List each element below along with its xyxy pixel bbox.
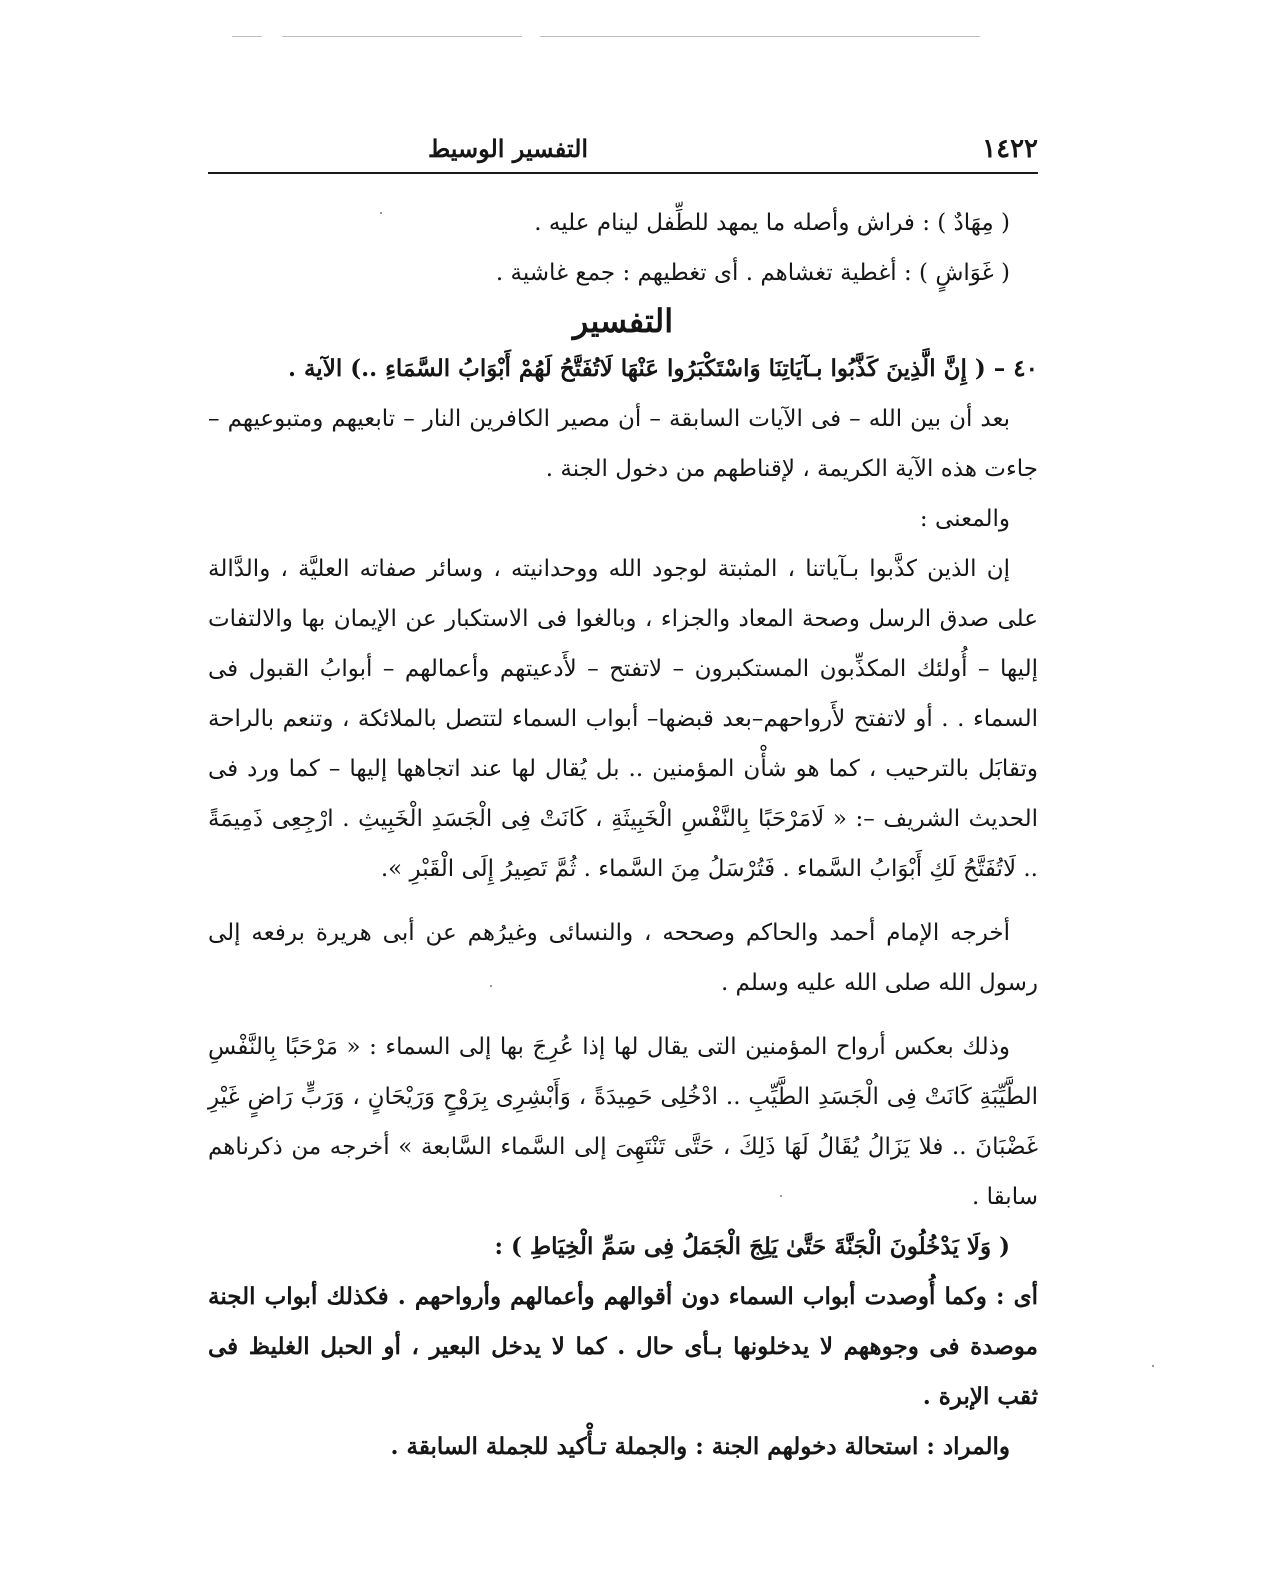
explanation-paragraph: أى : وكما أُوصدت أبواب السماء دون أقوالهم وأعمالهم وأرواحهم . فكذلك أبواب الجنة موصدة فى وجوههم لا يدخلونها بـأى حال . كما لا يدخل البعير ، أو الحبل الغليظ فى ثقب الإبرة . — [208, 1283, 1038, 1410]
meaning-paragraph: إن الذين كذَّبوا بـآياتنا ، المثبتة لوجود الله ووحدانيته ، وسائر صفاته العليَّة ، والدَّالة على صدق الرسل وصحة المعاد والجزاء ، وبالغوا فى الاستكبار عن الإيمان بها والالتفات إليها – أُولئك المكذِّبون المستكبرون – لاتفتح – لأَدعيتهم وأعمالهم – أبوابُ القبول فى السماء . . أو لاتفتح لأَرواحهم–بعد قبضها– أبواب السماء لتتصل بالملائكة ، وتنعم بالراحة وتقابَل بالترحيب ، كما هو شأْن المؤمنين .. بل يُقال لها عند اتجاهها إليها – كما ورد فى الحديث الشريف –: « لَامَرْحَبًا بِالنَّفْسِ الْخَبِيثَةِ ، كَانَتْ فِى الْجَسَدِ الْخَبِيثِ . ارْجِعِى ذَمِيمَةً .. لَاتُفَتَّحُ لَكِ أَبْوَابُ السَّماء . فَتُرْسَلُ مِنَ السَّماء . ثُمَّ تَصِيرُ إِلَى الْقَبْرِ ». — [208, 556, 1038, 882]
verse-camel: ( وَلَا يَدْخُلُونَ الْجَنَّةَ حَتَّىٰ يَلِجَ الْجَمَلُ فِى سَمِّ الْخِيَاطِ ) : — [494, 1233, 1010, 1260]
meaning-label: والمعنى : — [919, 506, 1010, 532]
scan-speck — [780, 1195, 782, 1197]
definition-mihad: ( مِهَادٌ ) : فراش وأصله ما يمهد للطِّفل لينام عليه . — [534, 210, 1010, 236]
page-header — [208, 128, 1038, 174]
verse-40: ٤٠ – ( إِنَّ الَّذِينَ كَذَّبُوا بـآيَاتِنَا وَاسْتَكْبَرُوا عَنْهَا لَاتُفَتَّحُ لَهُمْ أَبْوَابُ السَّمَاءِ ..) الآية . — [287, 355, 1038, 382]
running-title: التفسير الوسيط — [427, 134, 589, 163]
page-number: ١٤٢٢ — [982, 134, 1038, 164]
intro-paragraph: بعد أن بين الله – فى الآيات السابقة – أن مصير الكافرين النار – تابعيهم ومتبوعيهم – جاءت هذه الآية الكريمة ، لإقناطهم من دخول الجنة . — [208, 406, 1038, 482]
scan-edge-line — [282, 36, 522, 37]
definition-ghawash: ( غَوَاشٍ ) : أغطية تغشاهم . أى تغطيهم : جمع غاشية . — [495, 260, 1010, 286]
scan-speck — [380, 212, 382, 214]
section-heading: التفسير — [572, 302, 674, 340]
hadith-source: أخرجه الإمام أحمد والحاكم وصححه ، والنسائى وغيرُهم عن أبى هريرة برفعه إلى رسول الله صلى الله عليه وسلم . — [208, 920, 1038, 996]
scan-edge-line — [540, 36, 980, 37]
conclusion-paragraph: والمراد : استحالة دخولهم الجنة : والجملة تـأْكيد للجملة السابقة . — [390, 1433, 1010, 1460]
scan-edge-line — [232, 36, 262, 37]
scan-speck — [490, 985, 492, 987]
believers-paragraph: وذلك بعكس أرواح المؤمنين التى يقال لها إذا عُرِجَ بها إلى السماء : « مَرْحَبًا بِالنَّفْسِ الطَّيِّبَةِ كَانَتْ فِى الْجَسَدِ الطَّيِّبِ .. ادْخُلِى حَمِيدَةً ، وَأَبْشِرِى بِرَوْحٍ وَرَيْحَانٍ ، وَرَبٍّ رَاضٍ غَيْرِ غَضْبَانَ .. فلا يَزَالُ يُقَالُ لَهَا ذَلِكَ ، حَتَّى تَنْتَهِىَ إلى السَّماء السَّابعة » أخرجه من ذكرناهم سابقا . — [208, 1034, 1038, 1210]
page-body — [208, 198, 1038, 1472]
scan-speck — [1152, 1365, 1154, 1367]
